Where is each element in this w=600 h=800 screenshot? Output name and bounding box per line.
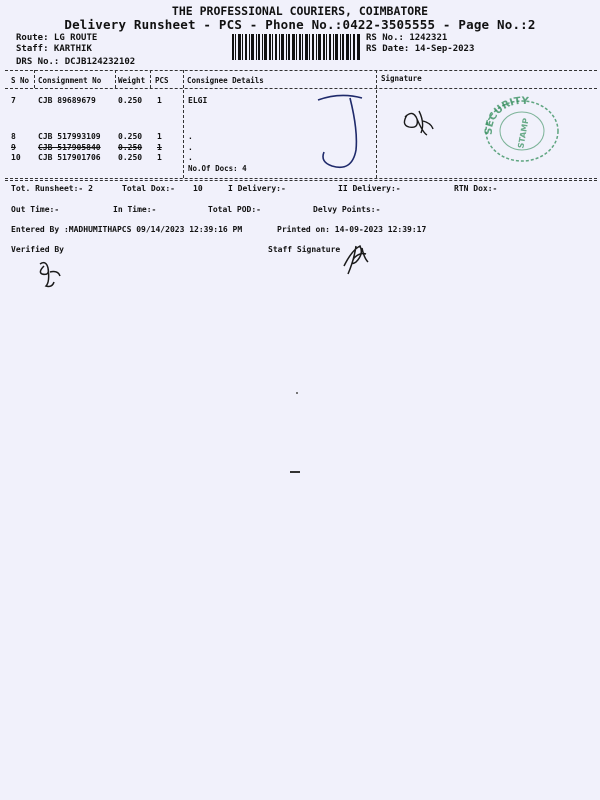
row-sno: 10 xyxy=(11,153,21,162)
row-weight: 0.250 xyxy=(118,143,143,152)
row-weight: 0.250 xyxy=(118,96,143,105)
row-consignee: . xyxy=(188,153,193,162)
barcode-image xyxy=(232,34,360,60)
out-time: Out Time:- xyxy=(11,205,60,214)
col-header-pcs: PCS xyxy=(155,76,169,85)
runsheet-subtitle: Delivery Runsheet - PCS - Phone No.:0422-3505555 - Page No.:2 xyxy=(64,17,536,32)
printed-on: Printed on: 14-09-2023 12:39:17 xyxy=(277,225,427,234)
row-sno: 7 xyxy=(11,96,16,105)
consignee-signature xyxy=(397,105,439,145)
col-header-signature: Signature xyxy=(381,74,422,83)
handwritten-j-mark xyxy=(310,90,380,180)
col-header-consignment: Consignment No xyxy=(38,76,102,85)
tot-runsheet: Tot. Runsheet:- 2 xyxy=(11,184,93,193)
col-header-weight: Weight xyxy=(118,76,146,85)
row-pcs: 1 xyxy=(157,143,162,152)
table-top-rule xyxy=(5,70,597,71)
ii-delivery: II Delivery:- xyxy=(338,184,401,193)
delvy-points: Delvy Points:- xyxy=(313,205,381,214)
verifier-signature xyxy=(36,258,66,292)
col-header-sno: S No xyxy=(11,76,30,85)
rs-date: RS Date: 14-Sep-2023 xyxy=(366,44,475,54)
row-consignee: . xyxy=(188,143,193,152)
row-sno: 9 xyxy=(11,143,16,152)
total-dox-label: Total Dox:- xyxy=(122,184,175,193)
rs-number: RS No.: 1242321 xyxy=(366,33,448,43)
stamp-center-text: STAMP xyxy=(516,117,531,150)
scan-speck xyxy=(290,471,300,473)
verified-by-label: Verified By xyxy=(11,245,64,254)
total-pod: Total POD:- xyxy=(208,205,261,214)
staff-signature xyxy=(338,240,372,278)
col-divider xyxy=(150,70,151,88)
row-pcs: 1 xyxy=(157,132,162,141)
row-consignment: CJB 517993109 xyxy=(38,132,101,141)
total-dox-value: 10 xyxy=(193,184,203,193)
col-divider xyxy=(115,70,116,88)
staff-label: Staff: KARTHIK xyxy=(16,44,92,54)
security-stamp xyxy=(478,95,564,165)
row-weight: 0.250 xyxy=(118,132,143,141)
rtn-dox: RTN Dox:- xyxy=(454,184,498,193)
table-bottom-rule xyxy=(5,178,597,179)
col-divider xyxy=(34,70,35,88)
row-consignment: CJB 517905840 xyxy=(38,143,101,152)
drs-number: DRS No.: DCJB124232102 xyxy=(16,57,136,67)
in-time: In Time:- xyxy=(113,205,157,214)
staff-signature-label: Staff Signature xyxy=(268,245,341,254)
row-pcs: 1 xyxy=(157,153,162,162)
row-consignee: . xyxy=(188,132,193,141)
company-title: THE PROFESSIONAL COURIERS, COIMBATORE xyxy=(171,4,429,18)
row-consignment: CJB 517901706 xyxy=(38,153,101,162)
row-consignee: ELGI xyxy=(188,96,208,105)
totals-rule xyxy=(5,180,597,181)
col-header-consignee: Consignee Details xyxy=(187,76,264,85)
row-consignment: CJB 89689679 xyxy=(38,96,96,105)
entered-by: Entered By :MADHUMITHAPCS 09/14/2023 12:39:16 PM xyxy=(11,225,243,234)
stamp-ring-text: SECURITY xyxy=(483,95,530,136)
scan-speck xyxy=(296,392,298,394)
i-delivery: I Delivery:- xyxy=(228,184,286,193)
row-weight: 0.250 xyxy=(118,153,143,162)
route-label: Route: LG ROUTE xyxy=(16,33,98,43)
row-pcs: 1 xyxy=(157,96,162,105)
row-sno: 8 xyxy=(11,132,16,141)
table-header-rule xyxy=(5,88,597,89)
no-of-docs: No.Of Docs: 4 xyxy=(188,164,247,173)
col-divider xyxy=(183,70,184,178)
